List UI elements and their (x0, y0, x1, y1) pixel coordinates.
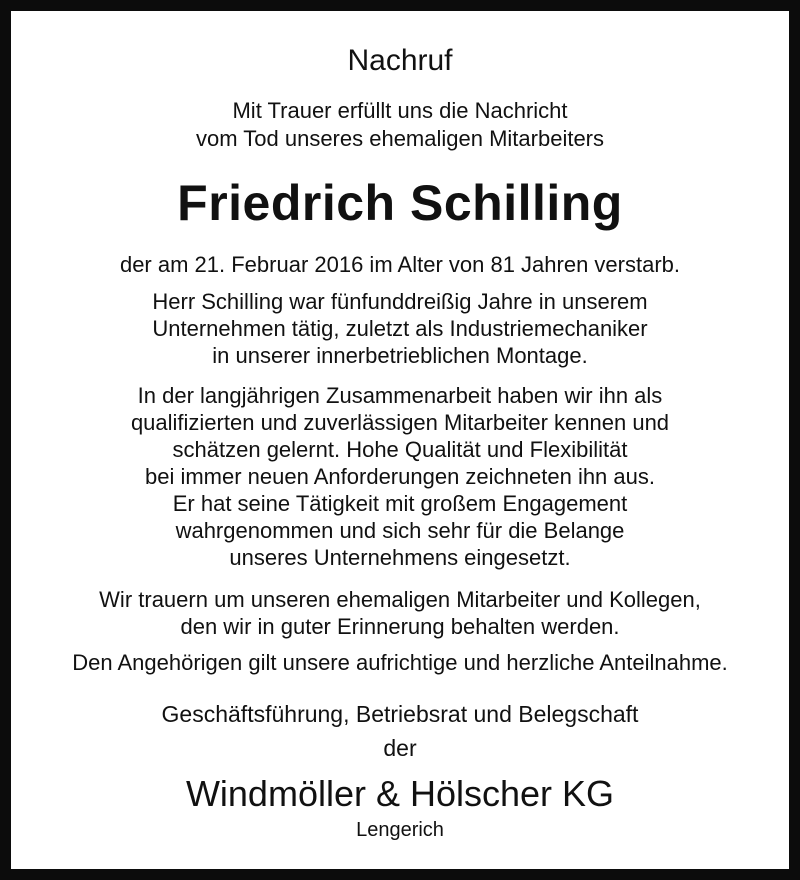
company-name: Windmöller & Hölscher KG (185, 773, 615, 814)
tribute-line-3: schätzen gelernt. Hohe Qualität und Flexibilität (172, 437, 628, 462)
signature-line-1: Geschäftsführung, Betriebsrat und Belegschaft (161, 701, 639, 727)
mourning-line-1: Wir trauern um unseren ehemaligen Mitarbeiter und Kollegen, (99, 587, 701, 612)
condolence-line: Den Angehörigen gilt unsere aufrichtige und herzliche Anteilnahme. (72, 650, 728, 675)
company-city: Lengerich (356, 819, 444, 841)
death-date-line: der am 21. Februar 2016 im Alter von 81 Jahren verstarb. (119, 252, 681, 277)
signature-line-2: der (383, 735, 417, 761)
tribute-line-7: unseres Unternehmens eingesetzt. (229, 545, 571, 570)
tribute-line-5: Er hat seine Tätigkeit mit großem Engagement (172, 491, 628, 516)
tribute-line-4: bei immer neuen Anforderungen zeichneten ihn aus. (144, 464, 655, 489)
career-line-3: in unserer innerbetrieblichen Montage. (212, 343, 588, 368)
notice-heading: Nachruf (347, 44, 453, 77)
career-line-1: Herr Schilling war fünfunddreißig Jahre in unserem (152, 289, 648, 314)
mourning-line-2: den wir in guter Erinnerung behalten werden. (180, 614, 620, 639)
deceased-name: Friedrich Schilling (177, 175, 623, 231)
career-line-2: Unternehmen tätig, zuletzt als Industriemechaniker (152, 316, 648, 341)
tribute-line-6: wahrgenommen und sich sehr für die Belange (175, 518, 625, 543)
tribute-line-2: qualifizierten und zuverlässigen Mitarbeiter kennen und (130, 410, 670, 435)
intro-line-1: Mit Trauer erfüllt uns die Nachricht (232, 98, 568, 123)
tribute-line-1: In der langjährigen Zusammenarbeit haben wir ihn als (137, 383, 663, 408)
intro-line-2: vom Tod unseres ehemaligen Mitarbeiters (195, 126, 605, 151)
